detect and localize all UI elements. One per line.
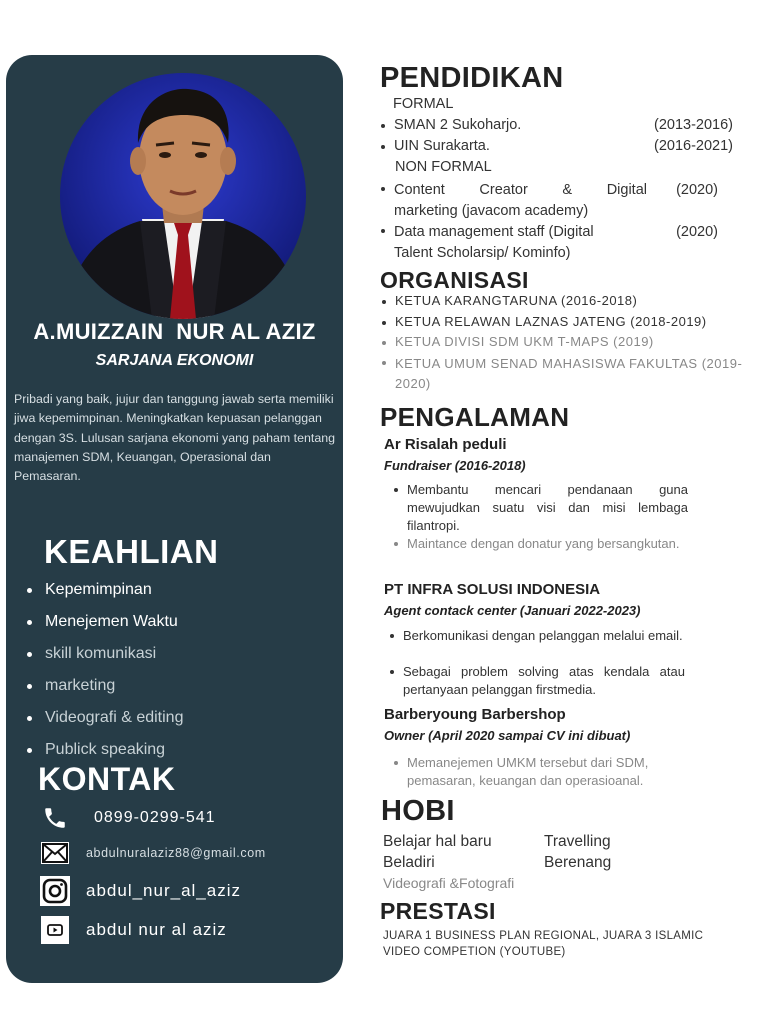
skill-item: Videografi & editing	[23, 707, 183, 739]
education-formal-label: FORMAL	[393, 96, 454, 112]
profile-degree: SARJANA EKONOMI	[95, 352, 254, 369]
experience-point: Berkomunikasi dengan pelanggan melalui email.	[389, 627, 685, 645]
experience-company: Ar Risalah peduli	[384, 436, 507, 453]
education-item: SMAN 2 Sukoharjo. (2013-2016)	[380, 117, 735, 133]
instagram-icon	[40, 876, 70, 906]
organization-title: ORGANISASI	[380, 267, 529, 293]
contact-phone	[40, 803, 216, 833]
organization-item: KETUA RELAWAN LAZNAS JATENG (2018-2019)	[381, 314, 751, 329]
experience-company: Barberyoung Barbershop	[384, 706, 566, 723]
contact-email	[40, 838, 266, 868]
experience-role: Owner (April 2020 sampai CV ini dibuat)	[384, 728, 631, 743]
skill-item: skill komunikasi	[23, 643, 183, 675]
organization-item: KETUA KARANGTARUNA (2016-2018)	[381, 293, 751, 308]
organization-item: KETUA UMUM SENAD MAHASISWA FAKULTAS (2019-2020)	[381, 354, 751, 394]
profile-name: A.MUIZZAIN NUR AL AZIZ	[33, 319, 316, 344]
education-item: Content Creator & Digital marketing (javacom academy) (2020)	[380, 180, 720, 222]
education-nonformal-label: NON FORMAL	[395, 159, 492, 175]
skill-item: marketing	[23, 675, 183, 707]
experience-point: Sebagai problem solving atas kendala atau pertanyaan pelanggan firstmedia.	[389, 663, 685, 699]
education-title: PENDIDIKAN	[380, 62, 564, 94]
hobby-title: HOBI	[381, 795, 455, 827]
experience-company: PT INFRA SOLUSI INDONESIA	[384, 581, 601, 598]
experience-role: Agent contack center (Januari 2022-2023)	[384, 603, 641, 618]
hobby-item: Beladiri	[383, 854, 435, 871]
skill-item: Kepemimpinan	[23, 579, 183, 611]
education-item: UIN Surakarta. (2016-2021)	[380, 138, 735, 154]
youtube-channel: abdul nur al aziz	[86, 920, 227, 939]
profile-sidebar	[6, 55, 343, 983]
hobby-item: Travelling	[544, 833, 611, 850]
youtube-icon	[40, 915, 70, 945]
contact-youtube	[40, 915, 227, 945]
achievement-title: PRESTASI	[380, 898, 496, 924]
experience-title: PENGALAMAN	[380, 402, 570, 432]
experience-point: Maintance dengan donatur yang bersangkutan.	[393, 535, 688, 553]
hobby-item: Belajar hal baru	[383, 833, 492, 850]
phone-icon	[40, 803, 70, 833]
skill-item: Menejemen Waktu	[23, 611, 183, 643]
organization-item: KETUA DIVISI SDM UKM T-MAPS (2019)	[381, 334, 751, 349]
experience-point: Membantu mencari pendanaan guna mewujudkan suatu visi dan misi lembaga filantropi.	[393, 481, 688, 535]
phone-number: 0899-0299-541	[94, 809, 216, 826]
email-address: abdulnuralaziz88@gmail.com	[86, 846, 266, 860]
instagram-handle: abdul_nur_al_aziz	[86, 881, 241, 900]
skills-title: KEAHLIAN	[44, 533, 219, 570]
achievement-text: JUARA 1 BUSINESS PLAN REGIONAL, JUARA 3 ISLAMIC VIDEO COMPETION (YOUTUBE)	[383, 930, 704, 958]
hobby-item: Videografi &Fotografi	[383, 875, 515, 891]
experience-role: Fundraiser (2016-2018)	[384, 458, 526, 473]
education-item: Data management staff (Digital Talent Scholarsip/ Kominfo) (2020)	[380, 222, 720, 264]
experience-point: Memanejemen UMKM tersebut dari SDM, pemasaran, keuangan dan operasioanal.	[393, 754, 688, 790]
contact-instagram	[40, 876, 241, 906]
profile-photo	[60, 73, 306, 319]
skills-list	[23, 579, 183, 771]
skill-item: Publick speaking	[23, 739, 183, 771]
contact-title: KONTAK	[38, 761, 176, 797]
profile-about: Pribadi yang baik, jujur dan tanggung jawab serta memiliki jiwa kepemimpinan. Meningkatkan kepuasan pelanggan dengan 3S. Lulusan sarjana ekonomi yang paham tentang manajemen SDM, Keuangan, Operasional dan Pemasaran.	[14, 392, 336, 484]
hobby-item: Berenang	[544, 854, 612, 871]
email-icon	[40, 838, 70, 868]
